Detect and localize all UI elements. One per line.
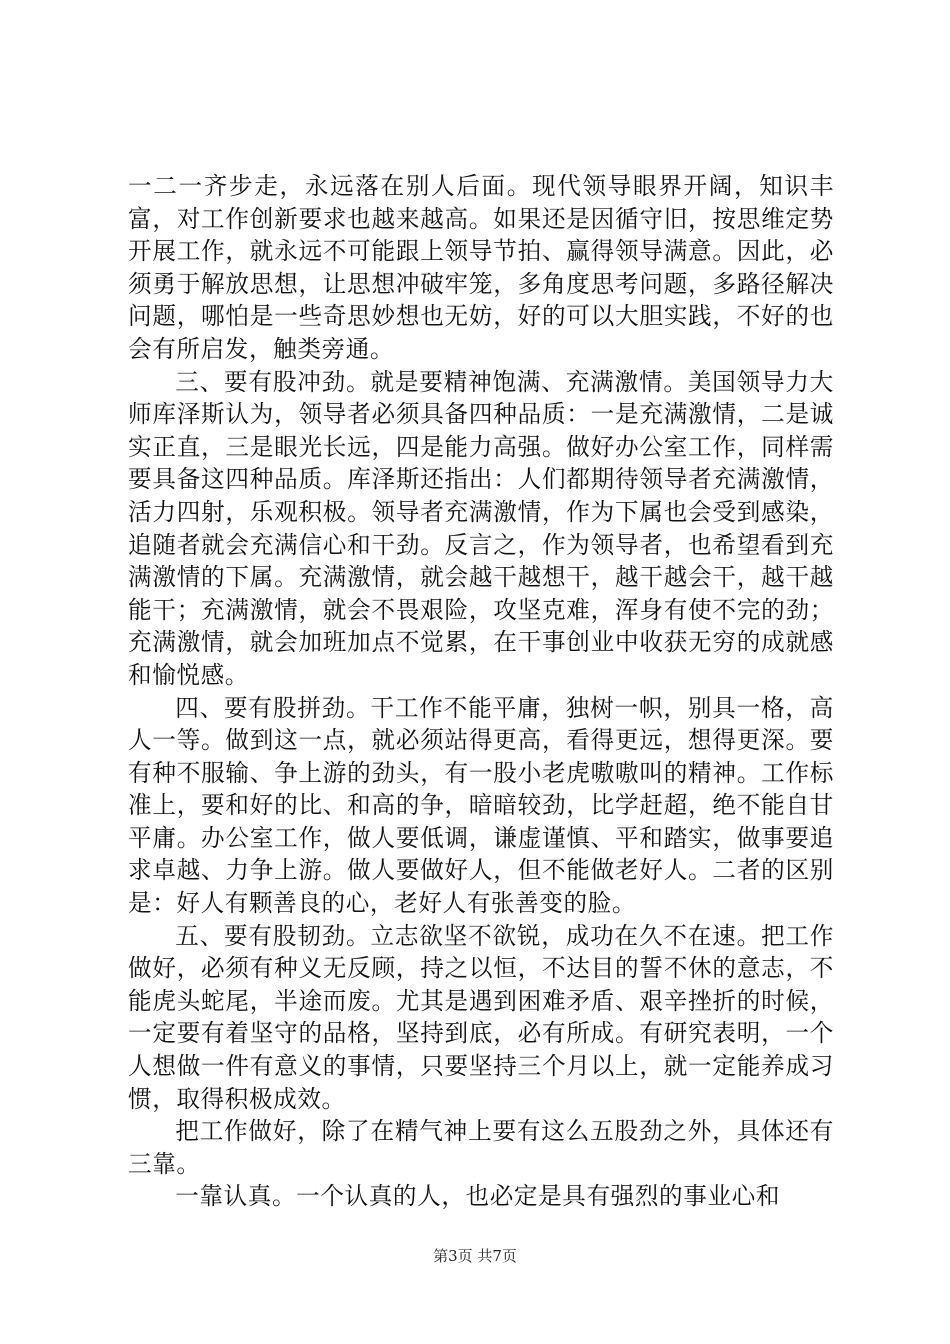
paragraph-section-five: 五、要有股韧劲。立志欲坚不欲锐，成功在久不在速。把工作做好，必须有种义无反顾，持之以恒，不达目的誓不休的意志，不能虎头蛇尾，半途而废。尤其是遇到困难矛盾、艰辛挫折的时候，一定要有着坚守的品格，坚持到底，必有所成。有研究表明，一个人想做一件有意义的事情，只要坚持三个月以上，就一定能养成习惯，取得积极成效。 [128, 921, 834, 1113]
paragraph-summary: 把工作做好，除了在精气神上要有这么五股劲之外，具体还有三靠。 [128, 1117, 834, 1178]
paragraph-first-point: 一靠认真。一个认真的人，也必定是具有强烈的事业心和 [175, 1182, 781, 1211]
page-number-footer: 第3页 共7页 [433, 1247, 517, 1265]
paragraph-section-three: 三、要有股冲劲。就是要精神饱满、充满激情。美国领导力大师库泽斯认为，领导者必须具备四种品质：一是充满激情，二是诚实正直，三是眼光长远，四是能力高强。做好办公室工作，同样需要具备这四种品质。库泽斯还指出：人们都期待领导者充满激情，活力四射，乐观积极。领导者充满激情，作为下属也会受到感染，追随者就会充满信心和干劲。反言之，作为领导者，也希望看到充满激情的下属。充满激情，就会越干越想干，越干越会干，越干越能干；充满激情，就会不畏艰险，攻坚克难，浑身有使不完的劲；充满激情，就会加班加点不觉累，在干事创业中收获无穷的成就感和愉悦感。 [128, 367, 834, 689]
document-body [128, 170, 834, 1213]
paragraph-section-four: 四、要有股拼劲。干工作不能平庸，独树一帜，别具一格，高人一等。做到这一点，就必须站得更高，看得更远，想得更深。要有种不服输、争上游的劲头，有一股小老虎嗷嗷叫的精神。工作标准上，要和好的比、和高的争，暗暗较劲，比学赶超，绝不能自甘平庸。办公室工作，做人要低调，谦虚谨慎、平和踏实，做事要追求卓越、力争上游。做人要做好人，但不能做老好人。二者的区别是：好人有颗善良的心，老好人有张善变的脸。 [128, 693, 834, 918]
paragraph-continuation: 一二一齐步走，永远落在别人后面。现代领导眼界开阔，知识丰富，对工作创新要求也越来越高。如果还是因循守旧，按思维定势开展工作，就永远不可能跟上领导节拍、赢得领导满意。因此，必须勇于解放思想，让思想冲破牢笼，多角度思考问题，多路径解决问题，哪怕是一些奇思妙想也无妨，好的可以大胆实践，不好的也会有所启发，触类旁通。 [128, 172, 834, 363]
